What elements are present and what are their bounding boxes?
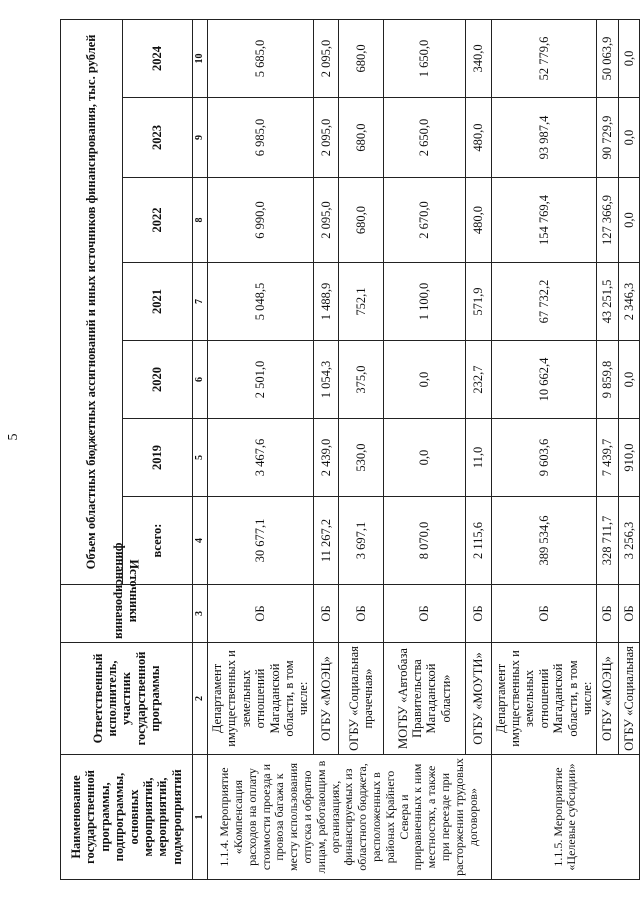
value-cell: 680,0 [339, 98, 384, 178]
value-cell: 480,0 [466, 178, 492, 263]
source-cell: ОБ [466, 585, 492, 643]
table-row [383, 19, 465, 879]
value-cell: 6 985,0 [208, 98, 314, 178]
header-funding-group: Объем областных бюджетных ассигнований и иных источников финансирования, тыс. рублей [61, 19, 123, 584]
value-cell: 2 650,0 [383, 98, 465, 178]
activity-name: 1.1.4. Мероприятие «Компенсация расходов на оплату стоимости проезда и провоза багажа к месту использования отпуска и обратно лицам, работающим в организациях, финансируемых из областного бюджета, расположенных в районах Крайнего Севера и приравненных к ним местностях, а также при переезде при расторжении трудовых договоров» [208, 755, 492, 880]
column-number: 10 [193, 19, 208, 97]
header-year: 2020 [123, 341, 193, 419]
value-cell: 6 990,0 [208, 178, 314, 263]
executor-cell: ОГБУ «МОЭЦ» [597, 643, 618, 755]
header-year: 2023 [123, 98, 193, 178]
value-cell: 8 070,0 [383, 497, 465, 585]
value-cell: 389 534,6 [491, 497, 597, 585]
source-cell: ОБ [597, 585, 618, 643]
column-number: 3 [193, 585, 208, 643]
value-cell: 2 439,0 [313, 419, 339, 497]
executor-cell: ОГБУ «Социальная [618, 643, 639, 755]
value-cell: 50 063,9 [597, 19, 618, 97]
value-cell: 752,1 [339, 263, 384, 341]
value-cell: 680,0 [339, 19, 384, 97]
table-row [208, 19, 314, 879]
executor-cell: МОГБУ «Автобаза Правительства Магаданской области» [383, 643, 465, 755]
value-cell: 0,0 [383, 419, 465, 497]
value-cell: 2 095,0 [313, 178, 339, 263]
header-total: всего: [123, 497, 193, 585]
value-cell: 571,9 [466, 263, 492, 341]
header-source: Источники финансирования [61, 585, 193, 643]
value-cell: 43 251,5 [597, 263, 618, 341]
value-cell: 3 256,3 [618, 497, 639, 585]
page-number: 5 [6, 433, 21, 441]
value-cell: 375,0 [339, 341, 384, 419]
budget-table-sheet [60, 20, 640, 880]
value-cell: 3 467,6 [208, 419, 314, 497]
column-number: 7 [193, 263, 208, 341]
table-row [466, 19, 492, 879]
value-cell: 2 670,0 [383, 178, 465, 263]
value-cell: 0,0 [383, 341, 465, 419]
table-row [618, 19, 639, 879]
executor-cell: Департамент имущественных и земельных отношений Магаданской области, в том числе: [208, 643, 314, 755]
value-cell: 0,0 [618, 98, 639, 178]
source-cell: ОБ [313, 585, 339, 643]
value-cell: 9 603,6 [491, 419, 597, 497]
value-cell: 93 987,4 [491, 98, 597, 178]
value-cell: 2 095,0 [313, 19, 339, 97]
value-cell: 1 054,3 [313, 341, 339, 419]
value-cell: 340,0 [466, 19, 492, 97]
column-number: 8 [193, 178, 208, 263]
value-cell: 2 501,0 [208, 341, 314, 419]
value-cell: 7 439,7 [597, 419, 618, 497]
column-number: 9 [193, 98, 208, 178]
value-cell: 480,0 [466, 98, 492, 178]
column-number: 6 [193, 341, 208, 419]
value-cell: 30 677,1 [208, 497, 314, 585]
value-cell: 67 732,2 [491, 263, 597, 341]
column-numbers-row [193, 19, 208, 879]
header-executor: Ответственный исполнитель, участник государственной программы [61, 643, 193, 755]
column-number: 1 [193, 755, 208, 880]
value-cell: 10 662,4 [491, 341, 597, 419]
column-number: 5 [193, 419, 208, 497]
value-cell: 52 779,6 [491, 19, 597, 97]
source-cell: ОБ [383, 585, 465, 643]
value-cell: 0,0 [618, 178, 639, 263]
value-cell: 5 685,0 [208, 19, 314, 97]
value-cell: 2 346,3 [618, 263, 639, 341]
value-cell: 1 100,0 [383, 263, 465, 341]
value-cell: 11 267,2 [313, 497, 339, 585]
value-cell: 5 048,5 [208, 263, 314, 341]
column-number: 2 [193, 643, 208, 755]
value-cell: 1 650,0 [383, 19, 465, 97]
value-cell: 910,0 [618, 419, 639, 497]
value-cell: 90 729,9 [597, 98, 618, 178]
table-row [597, 19, 618, 879]
header-year: 2021 [123, 263, 193, 341]
value-cell: 680,0 [339, 178, 384, 263]
header-year: 2022 [123, 178, 193, 263]
source-cell: ОБ [618, 585, 639, 643]
table-row [339, 19, 384, 879]
source-cell: ОБ [491, 585, 597, 643]
value-cell: 2 115,6 [466, 497, 492, 585]
value-cell: 3 697,1 [339, 497, 384, 585]
header-year: 2024 [123, 19, 193, 97]
table-row [313, 19, 339, 879]
source-cell: ОБ [339, 585, 384, 643]
value-cell: 154 769,4 [491, 178, 597, 263]
value-cell: 0,0 [618, 19, 639, 97]
value-cell: 530,0 [339, 419, 384, 497]
value-cell: 0,0 [618, 341, 639, 419]
header-name: Наименование государственной программы, подпрограммы, основных мероприятий, мероприятий, подмероприятий [61, 755, 193, 880]
value-cell: 232,7 [466, 341, 492, 419]
activity-name: 1.1.5. Мероприятие «Целевые субсидии» [491, 755, 639, 880]
table-row [491, 19, 597, 879]
executor-cell: Департамент имущественных и земельных отношений Магаданской области, в том числе: [491, 643, 597, 755]
value-cell: 328 711,7 [597, 497, 618, 585]
header-year: 2019 [123, 419, 193, 497]
executor-cell: ОГБУ «МОУТИ» [466, 643, 492, 755]
executor-cell: ОГБУ «Социальная прачечная» [339, 643, 384, 755]
executor-cell: ОГБУ «МОЭЦ» [313, 643, 339, 755]
budget-table [60, 19, 640, 880]
value-cell: 1 488,9 [313, 263, 339, 341]
value-cell: 127 366,9 [597, 178, 618, 263]
value-cell: 9 859,8 [597, 341, 618, 419]
value-cell: 2 095,0 [313, 98, 339, 178]
column-number: 4 [193, 497, 208, 585]
value-cell: 11,0 [466, 419, 492, 497]
source-cell: ОБ [208, 585, 314, 643]
